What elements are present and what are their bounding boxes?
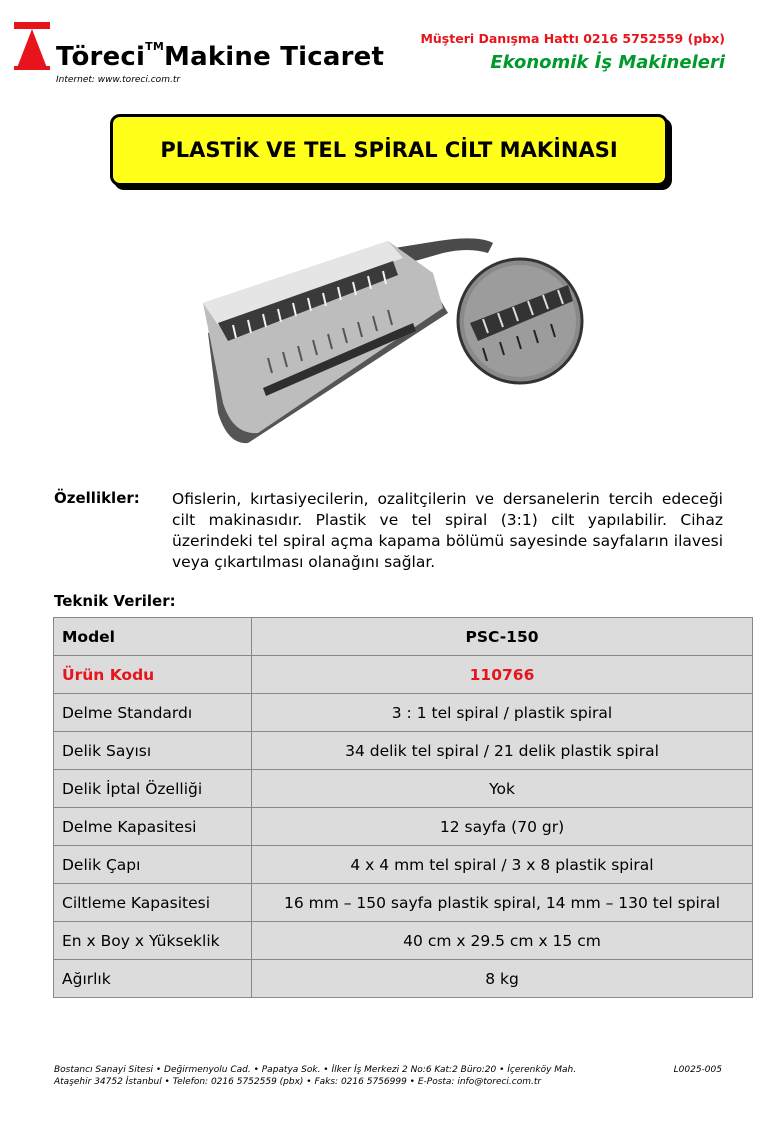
spec-value: 8 kg xyxy=(252,960,753,998)
spec-key: Model xyxy=(54,618,252,656)
table-row xyxy=(54,618,753,656)
spec-value: 34 delik tel spiral / 21 delik plastik spiral xyxy=(252,732,753,770)
features-text: Ofislerin, kırtasiyecilerin, ozalitçilerin ve dersanelerin tercih edeceği cilt makinasıdır. Plastik ve tel spiral (3:1) cilt yapılabilir. Cihaz üzerindeki tel spiral açma kapama bölümü sayesinde sayfaların ilavesi veya çıkartılması olanağını sağlar. xyxy=(172,490,723,571)
tech-specs-label: Teknik Veriler: xyxy=(54,592,176,610)
spec-value: 110766 xyxy=(252,656,753,694)
document-code: L0025-005 xyxy=(673,1065,722,1075)
toreci-logo-icon xyxy=(14,22,50,70)
spec-value: PSC-150 xyxy=(252,618,753,656)
hotline-text: Müşteri Danışma Hattı 0216 5752559 (pbx) xyxy=(420,31,725,46)
website-text: Internet: www.toreci.com.tr xyxy=(56,75,181,85)
spec-value: 12 sayfa (70 gr) xyxy=(252,808,753,846)
footer-address: Bostancı Sanayi Sitesi • Değirmenyolu Cad. • Papatya Sok. • İlker İş Merkezi 2 No:6 Kat:2 Büro:20 • İçerenköy Mah. xyxy=(54,1065,577,1075)
tagline-text: Ekonomik İş Makineleri xyxy=(490,52,725,73)
spec-value: Yok xyxy=(252,770,753,808)
table-row xyxy=(54,694,753,732)
spec-key: Delik Sayısı xyxy=(54,732,252,770)
product-photo xyxy=(188,213,598,461)
spec-table xyxy=(53,617,753,998)
company-name: Töreci™Makine Ticaret xyxy=(56,40,385,72)
spec-key: Delik İptal Özelliği xyxy=(54,770,252,808)
spec-key: Ürün Kodu xyxy=(54,656,252,694)
table-row xyxy=(54,770,753,808)
spec-value: 16 mm – 150 sayfa plastik spiral, 14 mm – 130 tel spiral xyxy=(252,884,753,922)
page-title: PLASTİK VE TEL SPİRAL CİLT MAKİNASI xyxy=(110,114,668,186)
footer-contact: Ataşehir 34752 İstanbul • Telefon: 0216 5752559 (pbx) • Faks: 0216 5756999 • E-Posta: info@toreci.com.tr xyxy=(54,1077,542,1087)
table-row xyxy=(54,922,753,960)
spec-key: Ağırlık xyxy=(54,960,252,998)
spec-key: Ciltleme Kapasitesi xyxy=(54,884,252,922)
spec-value: 3 : 1 tel spiral / plastik spiral xyxy=(252,694,753,732)
spec-value: 40 cm x 29.5 cm x 15 cm xyxy=(252,922,753,960)
table-row xyxy=(54,732,753,770)
table-row xyxy=(54,960,753,998)
table-row xyxy=(54,656,753,694)
spec-key: Delme Standardı xyxy=(54,694,252,732)
spec-key: Delik Çapı xyxy=(54,846,252,884)
table-row xyxy=(54,846,753,884)
spec-key: En x Boy x Yükseklik xyxy=(54,922,252,960)
spec-key: Delme Kapasitesi xyxy=(54,808,252,846)
table-row xyxy=(54,808,753,846)
spec-value: 4 x 4 mm tel spiral / 3 x 8 plastik spiral xyxy=(252,846,753,884)
features-label: Özellikler: xyxy=(54,489,140,507)
table-row xyxy=(54,884,753,922)
